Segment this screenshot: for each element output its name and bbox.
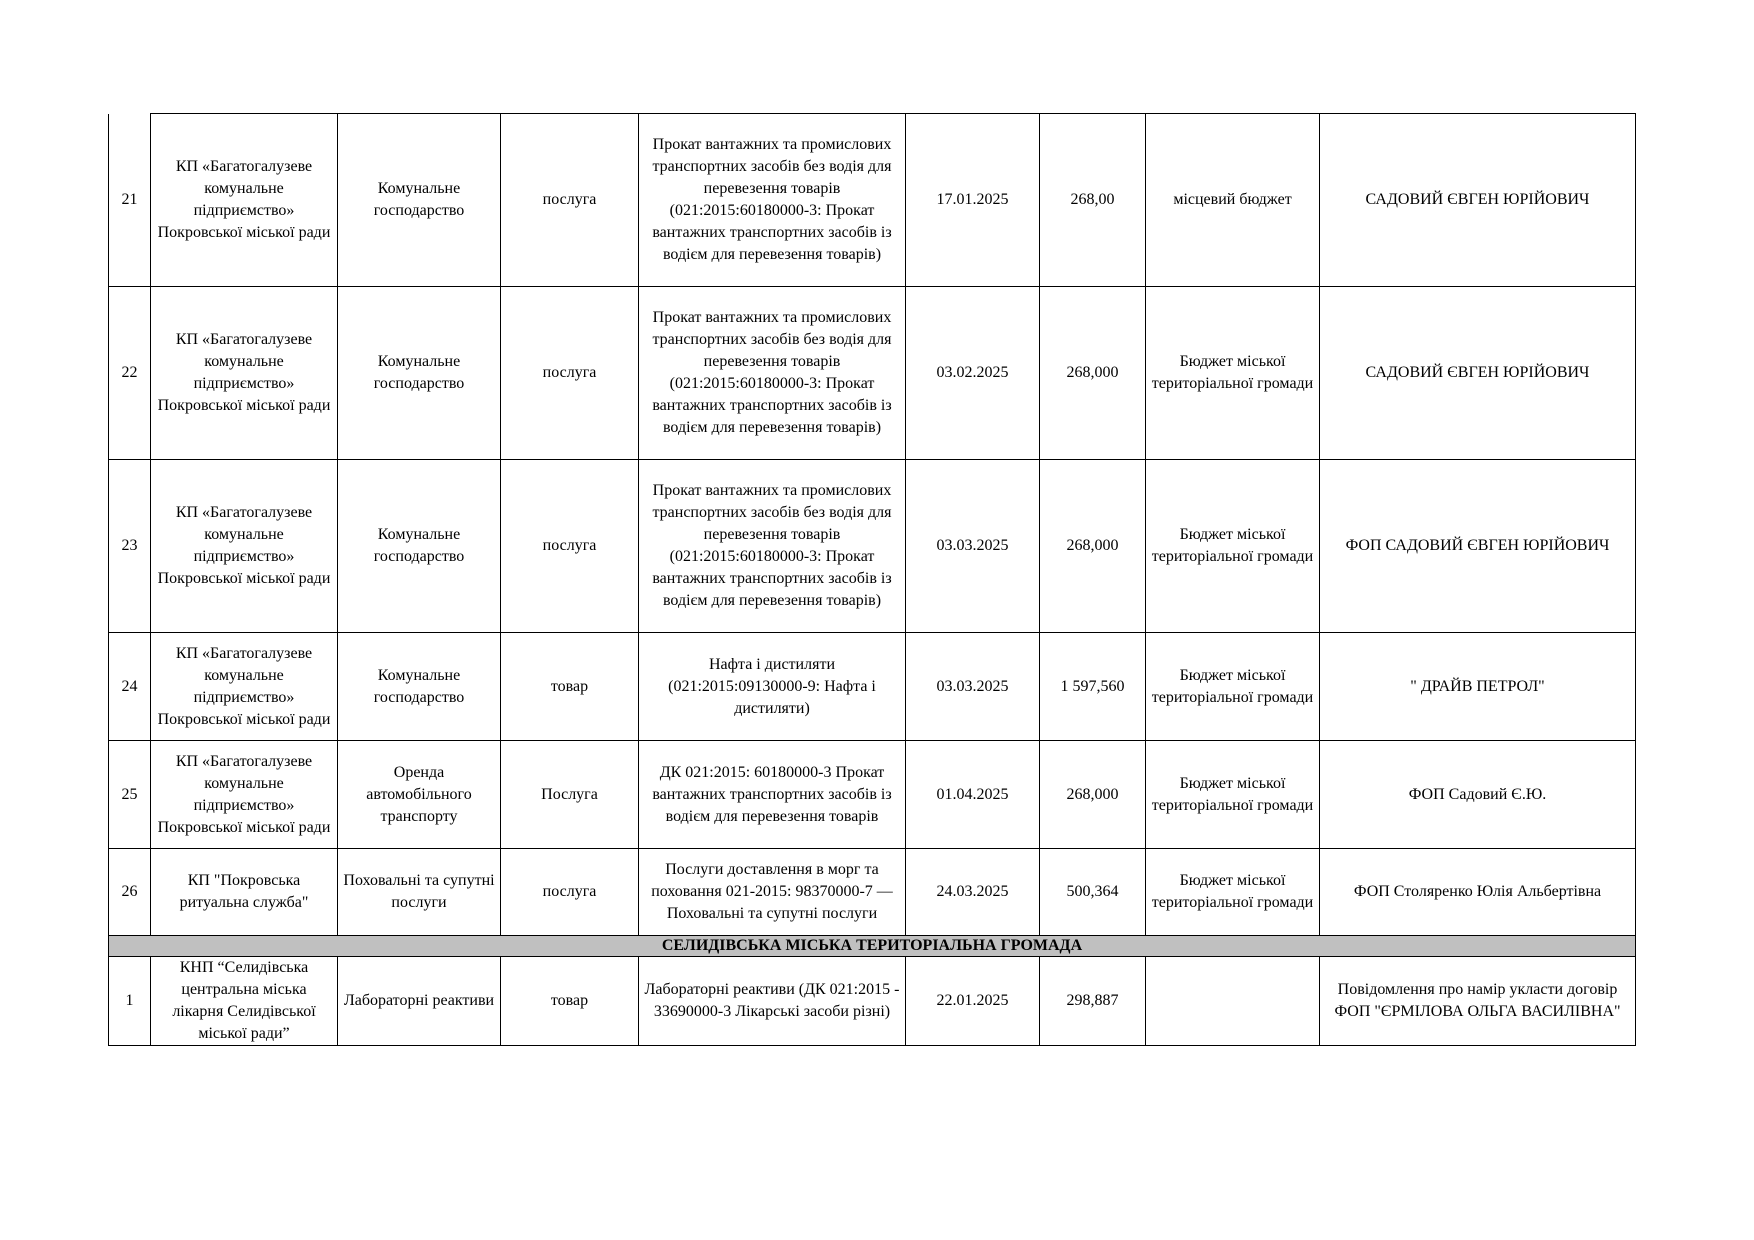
funding-source-cell: Бюджет міської територіальної громади bbox=[1146, 849, 1320, 936]
procurement-type-cell: Послуга bbox=[501, 741, 639, 849]
date-cell: 24.03.2025 bbox=[906, 849, 1040, 936]
procurement-type-cell: послуга bbox=[501, 114, 639, 287]
row-number: 1 bbox=[109, 957, 151, 1046]
supplier-cell: " ДРАЙВ ПЕТРОЛ" bbox=[1320, 633, 1636, 741]
procurement-type-cell: послуга bbox=[501, 460, 639, 633]
funding-source-cell: Бюджет міської територіальної громади bbox=[1146, 633, 1320, 741]
subject-cell: Прокат вантажних та промислових транспортних засобів без водія для перевезення товарів (021:2015:60180000-3: Прокат вантажних транспортних засобів із водієм для перевезення товарів) bbox=[639, 287, 906, 460]
row-number: 22 bbox=[109, 287, 151, 460]
subject-cell: Нафта і дистиляти (021:2015:09130000-9: Нафта і дистиляти) bbox=[639, 633, 906, 741]
procurement-type-cell: послуга bbox=[501, 287, 639, 460]
amount-cell: 1 597,560 bbox=[1040, 633, 1146, 741]
customer-cell: КП "Покровська ритуальна служба" bbox=[151, 849, 338, 936]
amount-cell: 500,364 bbox=[1040, 849, 1146, 936]
row-number: 26 bbox=[109, 849, 151, 936]
subject-cell: Прокат вантажних та промислових транспортних засобів без водія для перевезення товарів (021:2015:60180000-3: Прокат вантажних транспортних засобів із водієм для перевезення товарів) bbox=[639, 460, 906, 633]
subject-cell: Лабораторні реактиви (ДК 021:2015 - 33690000-3 Лікарські засоби різні) bbox=[639, 957, 906, 1046]
sector-cell: Оренда автомобільного транспорту bbox=[338, 741, 501, 849]
customer-cell: КП «Багатогалузеве комунальне підприємство» Покровської міської ради bbox=[151, 741, 338, 849]
sector-cell: Лабораторні реактиви bbox=[338, 957, 501, 1046]
subject-cell: ДК 021:2015: 60180000-3 Прокат вантажних транспортних засобів із водієм для перевезення товарів bbox=[639, 741, 906, 849]
funding-source-cell: Бюджет міської територіальної громади bbox=[1146, 460, 1320, 633]
customer-cell: КНП “Селидівська центральна міська лікарня Селидівської міської ради” bbox=[151, 957, 338, 1046]
date-cell: 22.01.2025 bbox=[906, 957, 1040, 1046]
supplier-cell: САДОВИЙ ЄВГЕН ЮРІЙОВИЧ bbox=[1320, 287, 1636, 460]
supplier-cell: ФОП САДОВИЙ ЄВГЕН ЮРІЙОВИЧ bbox=[1320, 460, 1636, 633]
sector-cell: Поховальні та супутні послуги bbox=[338, 849, 501, 936]
supplier-cell: ФОП Садовий Є.Ю. bbox=[1320, 741, 1636, 849]
customer-cell: КП «Багатогалузеве комунальне підприємство» Покровської міської ради bbox=[151, 114, 338, 287]
customer-cell: КП «Багатогалузеве комунальне підприємство» Покровської міської ради bbox=[151, 633, 338, 741]
row-number: 23 bbox=[109, 460, 151, 633]
supplier-cell: Повідомлення про намір укласти договір ФОП "ЄРМІЛОВА ОЛЬГА ВАСИЛІВНА" bbox=[1320, 957, 1636, 1046]
funding-source-cell bbox=[1146, 957, 1320, 1046]
table-row bbox=[109, 460, 1636, 633]
table-row bbox=[109, 633, 1636, 741]
amount-cell: 268,000 bbox=[1040, 460, 1146, 633]
customer-cell: КП «Багатогалузеве комунальне підприємство» Покровської міської ради bbox=[151, 460, 338, 633]
date-cell: 03.03.2025 bbox=[906, 633, 1040, 741]
funding-source-cell: Бюджет міської територіальної громади bbox=[1146, 741, 1320, 849]
sector-cell: Комунальне господарство bbox=[338, 460, 501, 633]
procurement-type-cell: послуга bbox=[501, 849, 639, 936]
table-row bbox=[109, 114, 1636, 287]
section-header-row bbox=[109, 936, 1636, 957]
date-cell: 17.01.2025 bbox=[906, 114, 1040, 287]
amount-cell: 268,000 bbox=[1040, 287, 1146, 460]
row-number: 25 bbox=[109, 741, 151, 849]
procurement-table bbox=[108, 113, 1636, 1046]
table-row bbox=[109, 287, 1636, 460]
table-row bbox=[109, 741, 1636, 849]
date-cell: 03.03.2025 bbox=[906, 460, 1040, 633]
row-number: 24 bbox=[109, 633, 151, 741]
sector-cell: Комунальне господарство bbox=[338, 287, 501, 460]
amount-cell: 268,000 bbox=[1040, 741, 1146, 849]
procurement-type-cell: товар bbox=[501, 957, 639, 1046]
amount-cell: 268,00 bbox=[1040, 114, 1146, 287]
procurement-type-cell: товар bbox=[501, 633, 639, 741]
date-cell: 03.02.2025 bbox=[906, 287, 1040, 460]
subject-cell: Прокат вантажних та промислових транспортних засобів без водія для перевезення товарів (021:2015:60180000-3: Прокат вантажних транспортних засобів із водієм для перевезення товарів) bbox=[639, 114, 906, 287]
amount-cell: 298,887 bbox=[1040, 957, 1146, 1046]
row-number: 21 bbox=[109, 114, 151, 287]
subject-cell: Послуги доставлення в морг та поховання 021-2015: 98370000-7 — Поховальні та супутні послуги bbox=[639, 849, 906, 936]
date-cell: 01.04.2025 bbox=[906, 741, 1040, 849]
table-row bbox=[109, 957, 1636, 1046]
table-row bbox=[109, 849, 1636, 936]
supplier-cell: САДОВИЙ ЄВГЕН ЮРІЙОВИЧ bbox=[1320, 114, 1636, 287]
funding-source-cell: місцевий бюджет bbox=[1146, 114, 1320, 287]
sector-cell: Комунальне господарство bbox=[338, 114, 501, 287]
funding-source-cell: Бюджет міської територіальної громади bbox=[1146, 287, 1320, 460]
section-title: СЕЛИДІВСЬКА МІСЬКА ТЕРИТОРІАЛЬНА ГРОМАДА bbox=[109, 936, 1636, 957]
sector-cell: Комунальне господарство bbox=[338, 633, 501, 741]
customer-cell: КП «Багатогалузеве комунальне підприємство» Покровської міської ради bbox=[151, 287, 338, 460]
supplier-cell: ФОП Столяренко Юлія Альбертівна bbox=[1320, 849, 1636, 936]
